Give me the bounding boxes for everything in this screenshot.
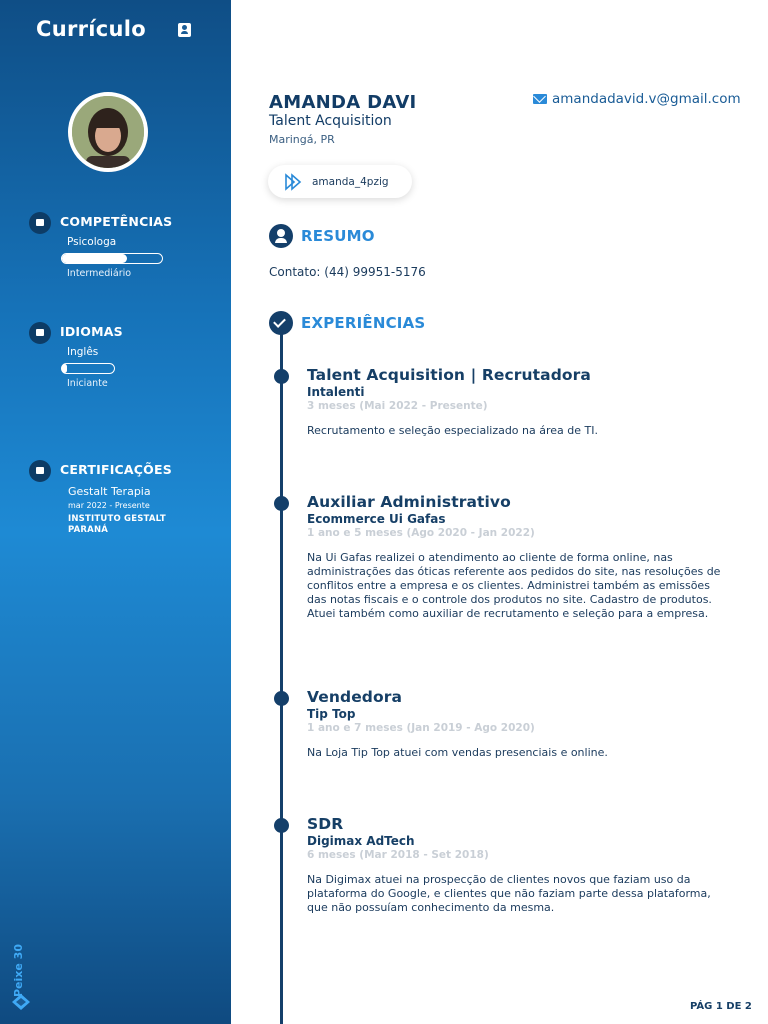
- experience-item: [307, 815, 727, 915]
- check-icon: [269, 311, 293, 335]
- experience-company: Tip Top: [307, 707, 356, 721]
- brand-name: Peixe 30: [12, 944, 25, 997]
- mail-icon: [533, 94, 547, 104]
- contact-phone: Contato: (44) 99951-5176: [269, 265, 426, 279]
- language-level: Iniciante: [67, 378, 108, 389]
- play-icon: [283, 173, 303, 191]
- id-card-icon: [178, 23, 191, 37]
- certificacoes-title: CERTIFICAÇÕES: [60, 462, 172, 477]
- sidebar: [0, 0, 231, 1024]
- experience-title: Auxiliar Administrativo: [307, 493, 511, 511]
- certificacoes-section: [29, 460, 219, 550]
- experience-period: 3 meses (Mai 2022 - Presente): [307, 400, 488, 412]
- competencias-section: [29, 212, 219, 282]
- timeline-dot: [274, 691, 289, 706]
- experience-item: [307, 366, 727, 438]
- skill-label: Psicologa: [67, 236, 117, 248]
- person-location: Maringá, PR: [269, 133, 335, 146]
- fish-logo-icon: [12, 994, 30, 1010]
- certification-institution: INSTITUTO GESTALT PARANÁ: [68, 514, 166, 535]
- social-handle[interactable]: amanda_4pzig: [312, 175, 389, 188]
- briefcase-icon: [29, 212, 51, 234]
- language-progress-fill: [62, 364, 67, 373]
- experience-period: 1 ano e 7 meses (Jan 2019 - Ago 2020): [307, 722, 535, 734]
- timeline-dot: [274, 369, 289, 384]
- resumo-title: RESUMO: [301, 227, 375, 245]
- competencias-title: COMPETÊNCIAS: [60, 214, 173, 229]
- experience-item: [307, 493, 727, 621]
- person-role: Talent Acquisition: [269, 113, 392, 129]
- experience-title: Talent Acquisition | Recrutadora: [307, 366, 591, 384]
- experience-company: Digimax AdTech: [307, 834, 415, 848]
- experience-item: [307, 688, 727, 760]
- user-icon: [269, 224, 293, 248]
- language-label: Inglês: [67, 346, 99, 358]
- skill-progress-fill: [62, 254, 127, 263]
- email-text[interactable]: amandadavid.v@gmail.com: [552, 91, 741, 107]
- language-progress-bar: [61, 363, 115, 374]
- experience-description: Na Loja Tip Top atuei com vendas presenciais e online.: [307, 746, 608, 759]
- experience-description: Recrutamento e seleção especializado na área de TI.: [307, 424, 598, 437]
- avatar: [64, 92, 152, 172]
- brand-watermark: [8, 936, 34, 1012]
- experience-period: 6 meses (Mar 2018 - Set 2018): [307, 849, 489, 861]
- experience-company: Ecommerce Ui Gafas: [307, 512, 446, 526]
- experience-description: Na Digimax atuei na prospecção de clientes novos que faziam uso da plataforma do Google, e clientes que não faziam parte dessa plataforma, que não possuíam conhecimento da mesma.: [307, 873, 711, 914]
- experience-description: Na Ui Gafas realizei o atendimento ao cliente de forma online, nas administrações das óticas referente aos pedidos do site, nas resoluções de conflitos entre a empresa e os clientes. Administrei também as emissões das notas fiscais e o controle dos produtos no site. Cadastro de produtos. Atuei também como auxiliar de recrutamento e seleção para a empresa.: [307, 551, 721, 620]
- timeline-line: [280, 333, 283, 1024]
- experience-company: Intalenti: [307, 385, 365, 399]
- page-number: PÁG 1 DE 2: [690, 1001, 752, 1012]
- certification-name: Gestalt Terapia: [68, 485, 151, 498]
- idiomas-section: [29, 322, 219, 392]
- social-profile-badge[interactable]: [268, 165, 412, 198]
- email-link[interactable]: [533, 91, 741, 107]
- timeline-dot: [274, 496, 289, 511]
- briefcase-icon: [29, 460, 51, 482]
- timeline-dot: [274, 818, 289, 833]
- certification-period: mar 2022 - Presente: [68, 501, 150, 510]
- idiomas-title: IDIOMAS: [60, 324, 123, 339]
- sidebar-title: Currículo: [36, 17, 146, 41]
- experience-title: SDR: [307, 815, 344, 833]
- experiencias-title: EXPERIÊNCIAS: [301, 314, 426, 332]
- experience-title: Vendedora: [307, 688, 403, 706]
- experience-period: 1 ano e 5 meses (Ago 2020 - Jan 2022): [307, 527, 535, 539]
- person-name: AMANDA DAVI: [269, 92, 417, 113]
- skill-progress-bar: [61, 253, 163, 264]
- briefcase-icon: [29, 322, 51, 344]
- skill-level: Intermediário: [67, 268, 132, 279]
